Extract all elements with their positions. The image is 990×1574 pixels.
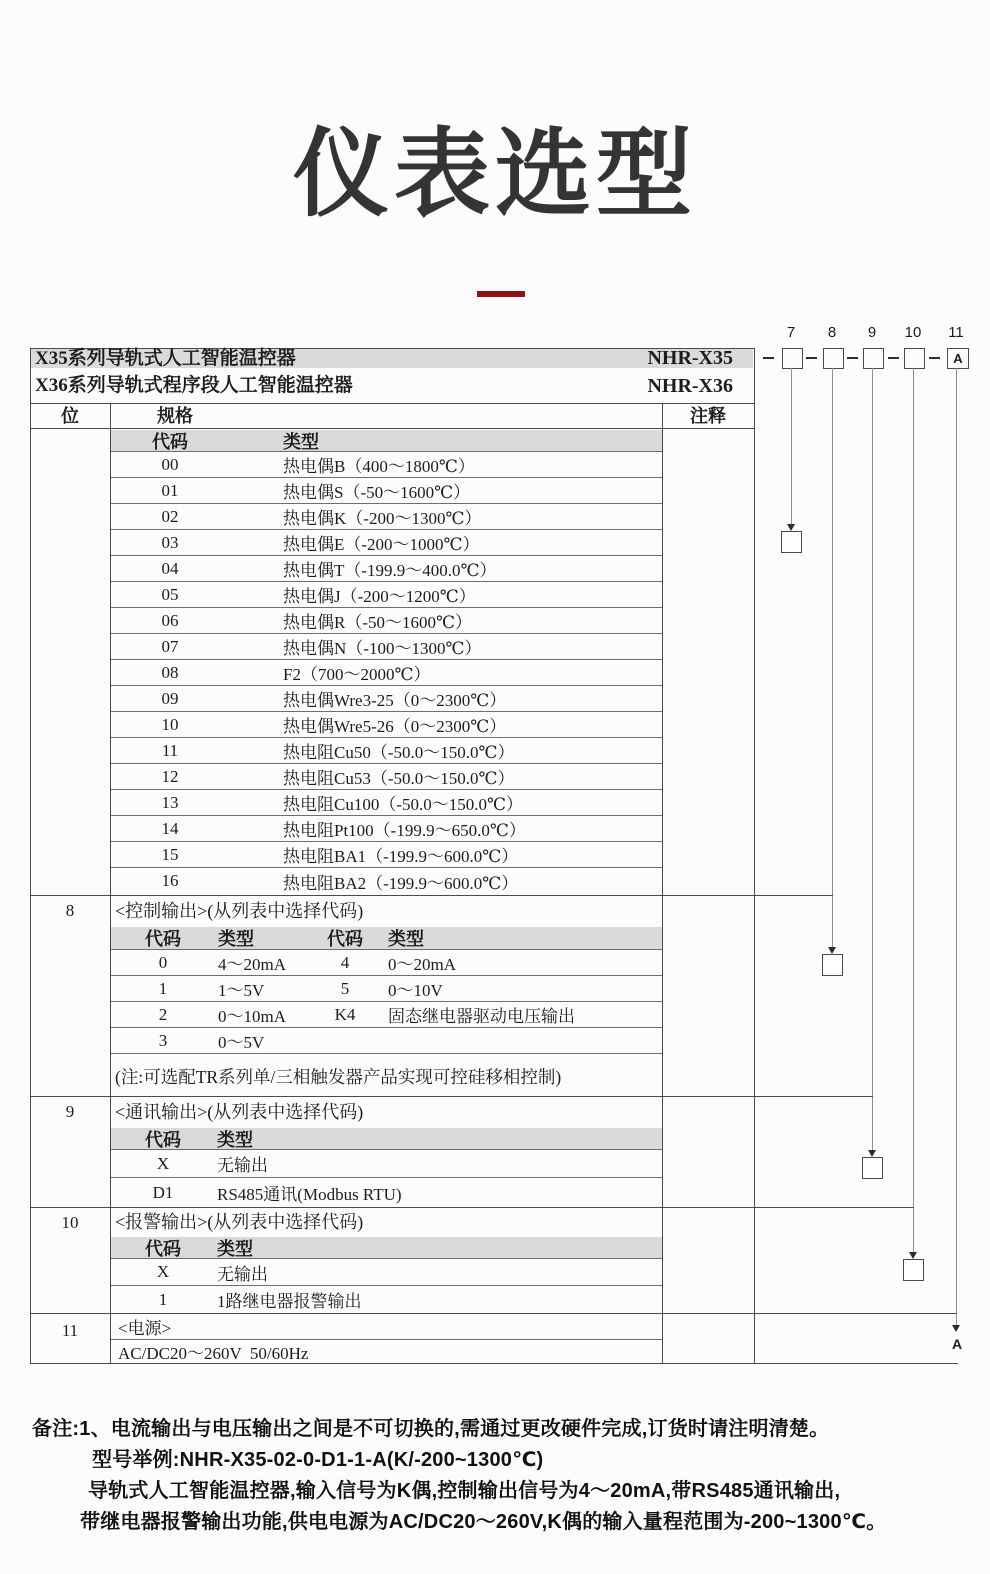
ordering-box-suffix: A [947,348,969,369]
table-row [111,1002,662,1028]
type-header: 类型 [388,929,424,949]
alarm-output-section [111,1207,662,1313]
type-header: 类型 [217,1238,253,1259]
type-header: 类型 [283,431,319,452]
code-cell: 00 [161,454,179,474]
table-row [111,842,662,868]
input-signal-section [111,430,662,894]
section-note: (注:可选配TR系列单/三相触发器产品实现可控硅移相控制) [115,1067,562,1087]
table-row [111,1313,662,1340]
type-cell: 热电偶Wre5-26（0～2300℃） [283,717,507,736]
code-cell: 02 [161,506,179,526]
table-row [111,1259,662,1286]
code-cell: 3 [158,1030,168,1050]
power-value: AC/DC20～260V 50/60Hz [118,1344,309,1363]
power-title: <电源> [118,1318,172,1338]
type-cell: 热电阻Cu53（-50.0～150.0℃） [283,769,515,788]
subheader-row [111,1237,662,1259]
type-cell: 0～20mA [388,955,456,974]
table-row [111,608,662,634]
target-box-8 [822,954,843,976]
target-box-7 [781,531,802,553]
title-underline [477,291,525,297]
remark-line: 型号举例:NHR-X35-02-0-D1-1-A(K/-200~1300℃) [92,1449,544,1471]
code-cell: 03 [161,532,179,552]
code-header: 代码 [327,929,363,949]
code-cell: 04 [161,558,179,578]
code-cell: 1 [158,1289,168,1309]
table-row [111,712,662,738]
type-cell: 热电阻BA1（-199.9～600.0℃） [283,847,519,866]
ordering-digit-9: 9 [867,324,877,341]
table-row [111,1150,662,1178]
page-title: 仪表选型 [293,121,697,228]
type-cell: 热电偶R（-50～1600℃） [283,613,473,632]
series-model-x35: NHR-X35 [647,347,733,369]
code-header: 代码 [145,1238,181,1259]
section-title: <控制输出>(从列表中选择代码) [115,901,364,921]
table-row [111,816,662,842]
table-row [111,868,662,894]
type-cell: 热电偶E（-200～1000℃） [283,535,480,554]
arrow-down-icon [909,1252,917,1259]
connector-line-7 [791,368,792,524]
table-row [111,504,662,530]
code-cell: 4 [340,952,350,972]
type-cell: 0～10V [388,981,443,1000]
ordering-digit-11: 11 [948,324,964,341]
code-cell: 13 [161,792,179,812]
arrow-down-icon [828,947,836,954]
section-title: <通讯输出>(从列表中选择代码) [115,1102,364,1122]
code-dash [888,357,899,359]
type-cell: 热电偶T（-199.9～400.0℃） [283,561,497,580]
code-cell: 1 [158,978,168,998]
code-header: 代码 [145,1129,181,1150]
type-cell: 热电阻BA2（-199.9～600.0℃） [283,873,519,893]
type-cell: 0～5V [218,1033,265,1052]
column-header-spec: 规格 [157,406,193,426]
table-row [111,686,662,712]
suffix-endpoint-label: A [951,1336,963,1352]
arrow-down-icon [787,524,795,531]
code-cell: 09 [161,688,179,708]
type-cell: 热电阻Cu100（-50.0～150.0℃） [283,795,524,814]
position-label-9: 9 [65,1102,75,1121]
arrow-down-icon [868,1150,876,1157]
code-cell: 2 [158,1004,168,1024]
ordering-box-7 [782,348,803,369]
subheader-row [111,1128,662,1150]
arrow-down-icon [952,1325,960,1332]
table-row [111,582,662,608]
target-box-10 [903,1259,924,1281]
code-dash [929,357,940,359]
type-cell: F2（700～2000℃） [283,665,431,684]
connector-line-10 [913,368,914,1252]
type-cell: 固态继电器驱动电压输出 [388,1007,575,1026]
code-cell: X [156,1153,170,1173]
code-cell: 01 [161,480,179,500]
type-cell: RS485通讯(Modbus RTU) [217,1185,402,1204]
position-label-10: 10 [61,1213,79,1232]
code-cell: 07 [161,636,179,656]
remark-line: 导轨式人工智能温控器,输入信号为K偶,控制输出信号为4～20mA,带RS485通讯输出, [88,1480,841,1502]
position-label-8: 8 [65,901,75,920]
code-cell: 10 [161,714,179,734]
table-row [111,660,662,686]
code-cell: 12 [161,766,179,786]
table-row [111,452,662,478]
table-row [111,1178,662,1207]
table-row [111,1028,662,1054]
table-row [111,1286,662,1313]
table-row [111,478,662,504]
type-cell: 1路继电器报警输出 [217,1292,362,1311]
table-row [111,950,662,976]
code-cell: 06 [161,610,179,630]
type-cell: 热电阻Pt100（-199.9～650.0℃） [283,821,526,840]
type-cell: 热电偶B（400～1800℃） [283,457,475,476]
remarks-block [0,1414,990,1538]
subheader-row [111,430,662,452]
series-name-x35: X35系列导轨式人工智能温控器 [35,348,296,369]
ordering-box-9 [863,348,884,369]
type-cell: 1～5V [218,981,265,1000]
ordering-box-8 [823,348,844,369]
code-cell: 08 [161,662,179,682]
code-cell: 05 [161,584,179,604]
series-name-x36: X36系列导轨式程序段人工智能温控器 [35,375,353,396]
code-cell: K4 [334,1004,356,1024]
code-header: 代码 [152,431,188,452]
code-dash [806,357,817,359]
column-header-position: 位 [61,406,79,426]
target-box-9 [862,1157,883,1179]
table-border-right [754,348,755,1364]
connector-line-9 [872,368,873,1150]
column-divider [662,403,663,1364]
table-row [111,764,662,790]
code-header: 代码 [145,929,181,949]
ordering-digit-10: 10 [904,324,922,341]
code-cell: 11 [161,740,179,760]
series-model-x36: NHR-X36 [647,375,733,397]
section-title: <报警输出>(从列表中选择代码) [115,1212,364,1232]
type-cell: 无输出 [217,1264,268,1284]
comm-output-section [111,1096,662,1207]
code-cell: 5 [340,978,350,998]
ordering-digit-7: 7 [786,324,796,341]
connector-line-11 [956,368,957,1325]
type-cell: 热电偶S（-50～1600℃） [283,483,471,502]
code-dash [763,357,774,359]
table-row [111,738,662,764]
table-row [111,530,662,556]
type-cell: 4～20mA [218,955,286,974]
code-cell: 16 [161,871,179,890]
remark-line: 备注:1、电流输出与电压输出之间是不可切换的,需通过更改硬件完成,订货时请注明清楚。 [32,1418,830,1440]
type-cell: 0～10mA [218,1007,286,1026]
column-header-note: 注释 [690,406,726,426]
position-label-11: 11 [61,1321,79,1340]
table-row [111,556,662,582]
code-cell: 14 [161,818,179,838]
connector-line-8 [832,368,833,947]
code-dash [847,357,858,359]
type-cell: 热电偶N（-100～1300℃） [283,639,482,658]
power-section [111,1313,662,1363]
type-cell: 热电偶J（-200～1200℃） [283,587,476,606]
type-cell: 热电阻Cu50（-50.0～150.0℃） [283,743,515,762]
ordering-box-10 [904,348,925,369]
type-header: 类型 [217,1129,253,1150]
table-row [111,976,662,1002]
table-row [111,634,662,660]
table-row [111,790,662,816]
type-cell: 无输出 [217,1156,268,1175]
type-cell: 热电偶K（-200～1300℃） [283,509,482,528]
code-cell: 15 [161,844,179,864]
code-cell: D1 [152,1182,174,1202]
ordering-digit-8: 8 [827,324,837,341]
code-cell: 0 [158,952,168,972]
table-row [111,1340,662,1363]
subheader-row [111,927,662,950]
type-header: 类型 [218,929,254,949]
type-cell: 热电偶Wre3-25（0～2300℃） [283,691,507,710]
remark-line: 带继电器报警输出功能,供电电源为AC/DC20～260V,K偶的输入量程范围为-200~1300℃。 [80,1511,887,1533]
code-cell: X [156,1262,170,1281]
control-output-section [111,895,662,1096]
